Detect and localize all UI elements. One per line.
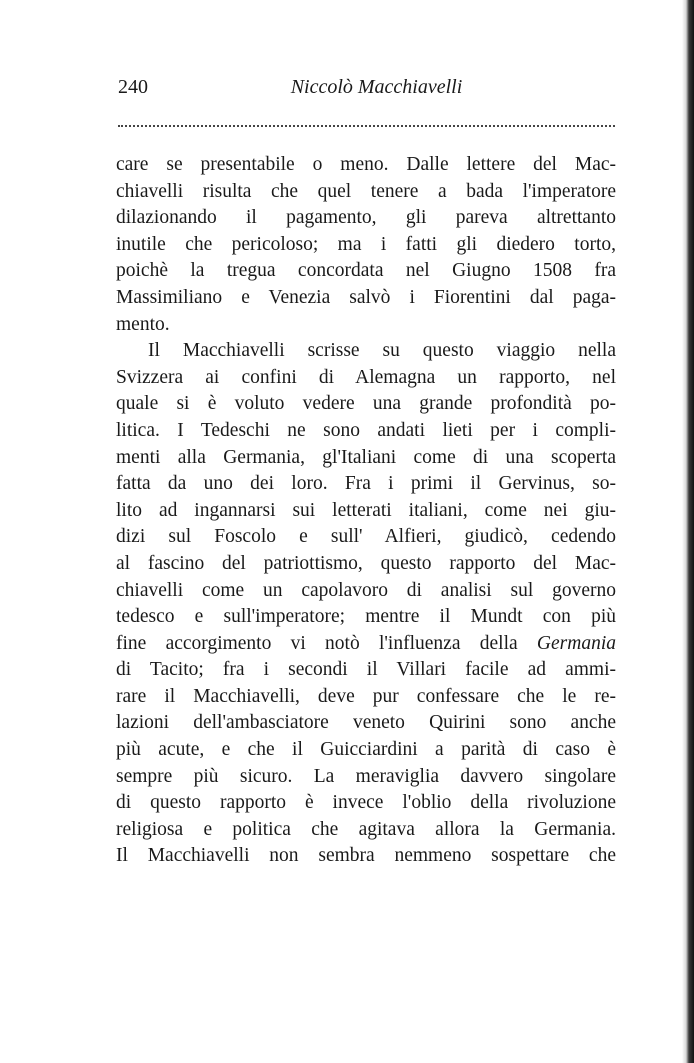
text-line: più acute, e che il Guicciardini a parità di caso è [116,739,616,761]
text-line: dizi sul Foscolo e sull' Alfieri, giudicò, cedendo [116,526,616,548]
text-line: di Tacito; fra i secondi il Villari facile ad ammi- [116,659,616,681]
text-line-start: fine accorgimento vi notò l'influenza della [116,632,537,654]
text-line: tedesco e sull'imperatore; mentre il Mundt con più [116,606,616,628]
page-edge [682,0,694,1063]
text-line: Il Macchiavelli scrisse su questo viaggio nella [148,340,616,362]
text-line [116,631,616,658]
text-line: al fascino del patriottismo, questo rapporto del Mac- [116,552,616,574]
paragraph-1 [116,152,616,338]
text-line: chiavelli risulta che quel tenere a bada l'imperatore [116,180,616,202]
text-line: litica. I Tedeschi ne sono andati lieti per i compli- [116,419,616,441]
text-line: care se presentabile o meno. Dalle lettere del Mac- [116,154,616,175]
text-line: lazioni dell'ambasciatore veneto Quirini sono anche [116,712,616,734]
text-line: dilazionando il pagamento, gli pareva altrettanto [116,207,616,229]
text-line: Svizzera ai confini di Alemagna un rapporto, nel [116,366,616,388]
text-line: religiosa e politica che agitava allora la Germania. [116,818,616,840]
text-line: poichè la tregua concordata nel Giugno 1508 fra [116,260,616,282]
text-line: chiavelli come un capolavoro di analisi sul governo [116,579,616,601]
text-line: fatta da uno dei loro. Fra i primi il Gervinus, so- [116,473,616,495]
running-title: Niccolò Macchiavelli [290,76,463,98]
text-line: quale si è voluto vedere una grande profondità po- [116,393,616,415]
page-header [118,76,615,108]
italic-title: Germania [536,632,616,654]
text-line: inutile che pericoloso; ma i fatti gli diedero torto, [116,233,616,255]
text-line: sempre più sicuro. La meraviglia davvero singolare [116,765,616,787]
body-text [116,152,616,870]
text-line: lito ad ingannarsi sui letterati italiani, come nei giu- [116,499,616,521]
header-rule [118,125,615,127]
text-line: Massimiliano e Venezia salvò i Fiorentini dal paga- [116,286,616,308]
text-line: menti alla Germania, gl'Italiani come di una scoperta [116,446,616,468]
text-line: rare il Macchiavelli, deve pur confessare che le re- [116,685,616,707]
text-line: di questo rapporto è invece l'oblio della rivoluzione [116,792,616,814]
page-number: 240 [118,76,148,98]
text-line: Il Macchiavelli non sembra nemmeno sospettare che [116,845,616,867]
paragraph-2 [116,338,616,870]
text-line: mento. [116,313,170,335]
